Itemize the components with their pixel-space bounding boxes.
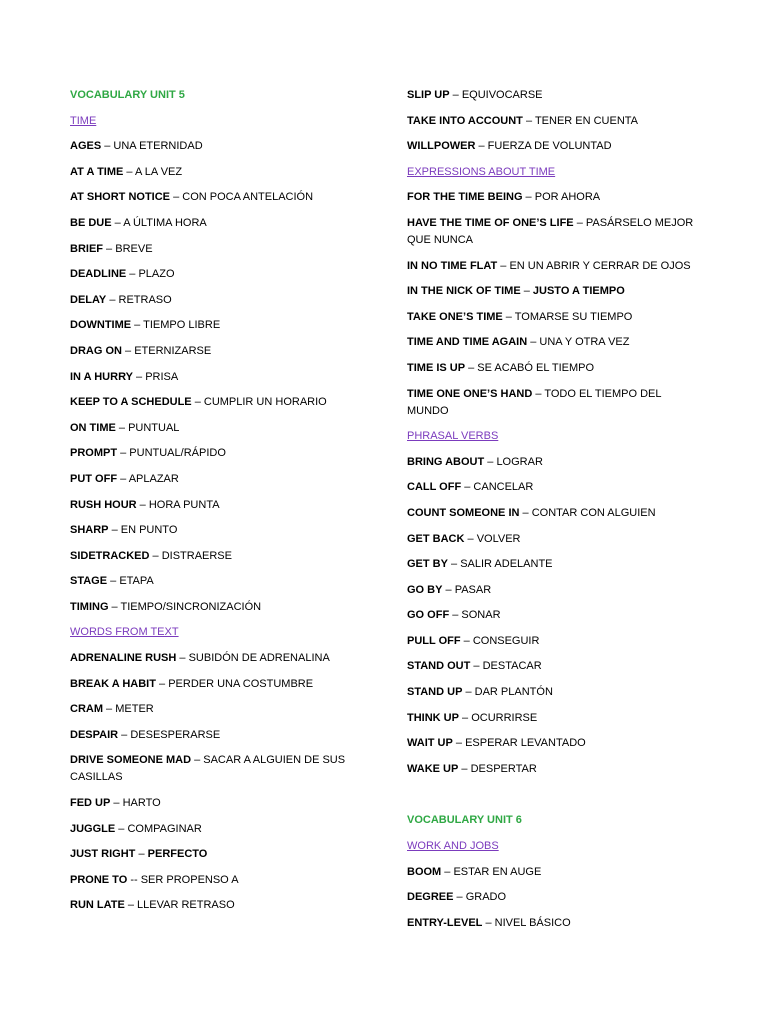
vocab-term: WILLPOWER <box>407 140 476 153</box>
vocab-separator: – <box>106 293 119 306</box>
vocab-definition: GRADO <box>465 891 507 904</box>
vocab-separator: – <box>155 677 169 690</box>
vocab-term: IN NO TIME FLAT <box>407 259 498 272</box>
vocab-entry <box>407 658 697 675</box>
vocab-term: STAND UP <box>407 686 463 699</box>
vocab-definition: DESPERTAR <box>470 762 537 775</box>
vocab-definition: CONTAR CON ALGUIEN <box>531 506 656 519</box>
vocab-term: THINK UP <box>407 711 459 724</box>
vocab-entry <box>407 309 697 326</box>
vocab-definition: RETRASO <box>118 293 172 306</box>
vocab-definition: SACAR A ALGUIEN DE SUS CASILLAS <box>70 754 346 784</box>
vocab-entry <box>70 420 370 437</box>
vocab-separator: – <box>107 575 120 588</box>
vocab-definition: DESTACAR <box>482 660 542 673</box>
vocab-separator: – <box>482 916 495 929</box>
vocab-term: DOWNTIME <box>70 319 132 332</box>
vocab-term: WAIT UP <box>407 737 453 750</box>
vocab-entry <box>70 727 370 744</box>
vocab-separator: – <box>460 634 473 647</box>
vocab-definition: UNA Y OTRA VEZ <box>539 336 630 349</box>
vocab-definition: EN PUNTO <box>120 524 178 537</box>
vocab-separator: – <box>527 336 540 349</box>
vocab-entry <box>70 897 370 914</box>
vocab-definition: HARTO <box>122 797 161 810</box>
unit-heading: VOCABULARY UNIT 5 <box>70 89 185 101</box>
vocab-entry <box>70 872 370 889</box>
vocab-definition: ETAPA <box>119 575 154 588</box>
vocab-term: GET BY <box>407 558 448 571</box>
vocab-definition: OCURRIRSE <box>471 711 538 724</box>
vocab-entry <box>70 292 370 309</box>
vocab-term: FOR THE TIME BEING <box>407 191 523 204</box>
vocab-definition: EN UN ABRIR Y CERRAR DE OJOS <box>509 259 691 272</box>
vocab-term: DRIVE SOMEONE MAD <box>70 754 192 767</box>
vocab-term: RUN LATE <box>70 899 125 912</box>
vocab-separator: – <box>502 310 515 323</box>
vocab-entry <box>407 334 697 351</box>
vocab-separator: – <box>484 455 497 468</box>
vocab-term: BE DUE <box>70 216 112 229</box>
vocab-separator: – <box>522 114 535 127</box>
vocab-entry <box>407 283 697 300</box>
vocab-separator: – <box>149 549 162 562</box>
vocab-separator: – <box>103 703 116 716</box>
vocab-separator: – <box>124 899 138 912</box>
vocab-separator: – <box>117 447 130 460</box>
vocab-term: WAKE UP <box>407 762 459 775</box>
vocab-entry <box>70 573 370 590</box>
vocab-definition: EQUIVOCARSE <box>461 89 543 101</box>
vocab-separator: – <box>121 344 135 357</box>
vocab-term: DEADLINE <box>70 268 127 281</box>
vocab-term: DEGREE <box>407 891 454 904</box>
vocab-entry <box>70 241 370 258</box>
vocab-term: SHARP <box>70 524 109 537</box>
vocab-definition: ESTAR EN AUGE <box>453 865 542 878</box>
vocab-term: PUT OFF <box>70 472 118 485</box>
vocab-definition: PASAR <box>454 583 492 596</box>
vocab-term: AGES <box>70 140 102 153</box>
vocab-separator: -- <box>127 873 141 886</box>
vocab-definition: FUERZA DE VOLUNTAD <box>487 140 612 153</box>
vocab-entry <box>70 650 370 667</box>
vocab-entry <box>407 113 697 130</box>
vocab-entry <box>407 454 697 471</box>
unit-heading: VOCABULARY UNIT 6 <box>407 814 522 827</box>
vocab-separator: – <box>176 652 189 665</box>
vocab-definition: PUNTUAL/RÁPIDO <box>129 447 226 460</box>
vocab-term: PRONE TO <box>70 873 128 886</box>
vocab-entry <box>70 215 370 232</box>
vocab-entry <box>70 522 370 539</box>
vocab-term: DESPAIR <box>70 728 119 741</box>
vocab-entry <box>70 343 370 360</box>
left-column <box>70 87 370 923</box>
vocab-definition: TOMARSE SU TIEMPO <box>514 310 633 323</box>
vocab-term: FED UP <box>70 797 111 810</box>
vocab-separator: – <box>470 660 483 673</box>
vocab-term: JUST RIGHT <box>70 848 136 861</box>
vocab-entry <box>70 846 370 863</box>
vocab-entry <box>407 215 697 249</box>
vocab-term: SIDETRACKED <box>70 549 150 562</box>
vocab-entry <box>407 761 697 778</box>
section-heading: TIME <box>70 114 97 127</box>
vocab-definition: PERFECTO <box>147 848 208 861</box>
vocab-definition: TIEMPO LIBRE <box>143 319 221 332</box>
vocab-term: COUNT SOMEONE IN <box>407 506 520 519</box>
vocab-definition: DAR PLANTÓN <box>474 686 553 699</box>
vocab-term: TIMING <box>70 600 109 613</box>
vocab-definition: PUNTUAL <box>128 421 180 434</box>
vocab-separator: – <box>136 498 149 511</box>
vocab-separator: – <box>453 891 466 904</box>
vocab-term: BRING ABOUT <box>407 455 485 468</box>
vocab-definition: DESESPERARSE <box>130 728 221 741</box>
vocab-term: HAVE THE TIME OF ONE’S LIFE <box>407 216 574 229</box>
vocab-term: TIME AND TIME AGAIN <box>407 336 528 349</box>
vocab-term: STAGE <box>70 575 108 588</box>
vocab-term: TIME ONE ONE’S HAND <box>407 387 533 400</box>
section-gap <box>407 786 697 812</box>
section-heading: WORK AND JOBS <box>407 840 499 853</box>
vocab-entry <box>70 138 370 155</box>
vocab-entry <box>407 607 697 624</box>
vocab-entry <box>70 189 370 206</box>
vocab-term: ADRENALINE RUSH <box>70 652 177 665</box>
vocab-definition: HORA PUNTA <box>148 498 220 511</box>
vocab-term: DELAY <box>70 293 107 306</box>
vocab-separator: – <box>462 686 475 699</box>
vocab-definition: JUSTO A TIEMPO <box>532 285 625 298</box>
vocab-definition: VOLVER <box>476 532 521 545</box>
vocab-separator: – <box>135 848 148 861</box>
vocab-separator: – <box>447 558 461 571</box>
vocab-entry <box>407 87 697 104</box>
vocab-entry <box>70 821 370 838</box>
vocab-separator: – <box>464 532 477 545</box>
vocab-separator: – <box>452 737 466 750</box>
vocab-entry <box>407 258 697 275</box>
vocab-separator: – <box>449 609 462 622</box>
vocab-definition: CANCELAR <box>473 481 534 494</box>
vocab-separator: – <box>475 140 488 153</box>
vocab-separator: – <box>126 268 139 281</box>
vocab-definition: BREVE <box>115 242 153 255</box>
vocab-term: PROMPT <box>70 447 118 460</box>
vocab-definition: SALIR ADELANTE <box>460 558 553 571</box>
vocab-entry <box>407 633 697 650</box>
vocab-entry <box>70 164 370 181</box>
vocab-definition: SER PROPENSO A <box>140 873 239 886</box>
vocab-separator: – <box>191 396 204 409</box>
vocab-term: DRAG ON <box>70 344 122 357</box>
section-heading: WORDS FROM TEXT <box>70 626 179 639</box>
vocab-definition: POR AHORA <box>534 191 601 204</box>
vocab-separator: – <box>118 728 131 741</box>
vocab-definition: LLEVAR RETRASO <box>137 899 235 912</box>
vocab-term: BOOM <box>407 865 442 878</box>
vocab-definition: NIVEL BÁSICO <box>494 916 571 929</box>
vocab-definition: CONSEGUIR <box>472 634 540 647</box>
vocab-term: BRIEF <box>70 242 103 255</box>
vocab-definition: ESPERAR LEVANTADO <box>465 737 586 750</box>
vocab-entry <box>407 531 697 548</box>
vocab-term: TIME IS UP <box>407 361 466 374</box>
vocab-separator: – <box>519 506 532 519</box>
vocab-entry <box>407 889 697 906</box>
vocab-separator: – <box>132 370 146 383</box>
vocab-entry <box>70 317 370 334</box>
vocab-separator: – <box>465 361 478 374</box>
vocab-separator: – <box>170 191 183 204</box>
vocab-term: GO OFF <box>407 609 450 622</box>
vocab-separator: – <box>110 797 123 810</box>
vocab-term: JUGGLE <box>70 822 116 835</box>
vocab-separator: – <box>573 216 586 229</box>
vocab-separator: – <box>115 421 129 434</box>
vocab-separator: – <box>458 711 472 724</box>
vocab-entry <box>407 479 697 496</box>
vocab-term: GO BY <box>407 583 443 596</box>
vocab-entry <box>70 676 370 693</box>
vocab-separator: – <box>108 600 121 613</box>
vocab-entry <box>70 445 370 462</box>
vocab-term: PULL OFF <box>407 634 461 647</box>
vocab-definition: TENER EN CUENTA <box>534 114 639 127</box>
vocab-entry <box>70 599 370 616</box>
vocab-definition: ETERNIZARSE <box>134 344 212 357</box>
vocab-term: BREAK A HABIT <box>70 677 156 690</box>
vocab-separator: – <box>123 165 135 178</box>
vocab-definition: DISTRAERSE <box>161 549 232 562</box>
vocab-separator: – <box>117 472 129 485</box>
vocab-separator: – <box>101 140 114 153</box>
vocab-definition: PASÁRSELO MEJOR QUE NUNCA <box>407 216 694 246</box>
vocab-definition: SE ACABÓ EL TIEMPO <box>477 361 595 374</box>
vocab-entry <box>407 360 697 377</box>
vocab-separator: – <box>103 242 116 255</box>
vocab-term: AT A TIME <box>70 165 124 178</box>
vocab-definition: CUMPLIR UN HORARIO <box>203 396 327 409</box>
vocab-definition: PRISA <box>145 370 179 383</box>
vocab-entry <box>70 497 370 514</box>
vocab-term: IN A HURRY <box>70 370 133 383</box>
vocab-definition: SONAR <box>461 609 501 622</box>
vocab-separator: – <box>520 285 533 298</box>
vocab-entry <box>70 471 370 488</box>
vocab-separator: – <box>458 762 471 775</box>
vocab-entry <box>70 795 370 812</box>
vocab-definition: A ÚLTIMA HORA <box>123 216 207 229</box>
vocab-definition: LOGRAR <box>496 455 543 468</box>
vocab-definition: SUBIDÓN DE ADRENALINA <box>188 652 330 665</box>
vocab-term: ENTRY-LEVEL <box>407 916 483 929</box>
vocab-entry <box>70 548 370 565</box>
vocab-separator: – <box>497 259 510 272</box>
vocab-term: CALL OFF <box>407 481 462 494</box>
vocab-separator: – <box>111 216 124 229</box>
vocab-definition: PERDER UNA COSTUMBRE <box>168 677 314 690</box>
vocab-term: STAND OUT <box>407 660 471 673</box>
vocab-separator: – <box>442 583 455 596</box>
vocab-entry <box>407 684 697 701</box>
vocab-entry <box>407 386 697 420</box>
section-heading: PHRASAL VERBS <box>407 430 499 443</box>
vocab-definition: PLAZO <box>138 268 175 281</box>
vocab-entry <box>407 189 697 206</box>
vocab-separator: – <box>449 89 462 101</box>
vocab-entry <box>407 735 697 752</box>
vocab-term: ON TIME <box>70 421 116 434</box>
right-column <box>407 87 697 940</box>
vocab-entry <box>407 864 697 881</box>
vocab-term: IN THE NICK OF TIME <box>407 285 521 298</box>
vocab-entry <box>70 266 370 283</box>
section-heading: EXPRESSIONS ABOUT TIME <box>407 165 556 178</box>
vocab-definition: A LA VEZ <box>135 165 183 178</box>
vocab-definition: TIEMPO/SINCRONIZACIÓN <box>120 600 262 613</box>
vocab-term: TAKE INTO ACCOUNT <box>407 114 523 127</box>
vocab-separator: – <box>115 822 128 835</box>
vocab-definition: COMPAGINAR <box>127 822 202 835</box>
vocab-entry <box>407 710 697 727</box>
vocab-definition: TODO EL TIEMPO DEL MUNDO <box>407 387 662 417</box>
vocab-entry <box>70 752 370 786</box>
vocab-entry <box>70 394 370 411</box>
vocab-separator: – <box>441 865 454 878</box>
vocab-separator: – <box>131 319 144 332</box>
vocab-entry <box>407 582 697 599</box>
vocab-definition: METER <box>115 703 154 716</box>
vocab-entry <box>407 138 697 155</box>
vocab-entry <box>407 556 697 573</box>
vocab-term: KEEP TO A SCHEDULE <box>70 396 192 409</box>
vocab-term: TAKE ONE’S TIME <box>407 310 503 323</box>
vocab-separator: – <box>108 524 121 537</box>
vocab-separator: – <box>191 754 204 767</box>
vocab-entry <box>407 505 697 522</box>
vocab-entry <box>70 369 370 386</box>
vocab-term: CRAM <box>70 703 103 716</box>
vocab-definition: APLAZAR <box>128 472 179 485</box>
vocab-entry <box>407 915 697 932</box>
vocab-separator: – <box>461 481 474 494</box>
vocab-term: SLIP UP <box>407 89 450 101</box>
vocab-separator: – <box>532 387 545 400</box>
vocab-term: GET BACK <box>407 532 465 545</box>
vocab-term: RUSH HOUR <box>70 498 137 511</box>
vocab-term: AT SHORT NOTICE <box>70 191 171 204</box>
vocab-entry <box>70 701 370 718</box>
vocab-definition: CON POCA ANTELACIÓN <box>182 191 314 204</box>
vocab-definition: UNA ETERNIDAD <box>113 140 203 153</box>
vocab-separator: – <box>522 191 535 204</box>
